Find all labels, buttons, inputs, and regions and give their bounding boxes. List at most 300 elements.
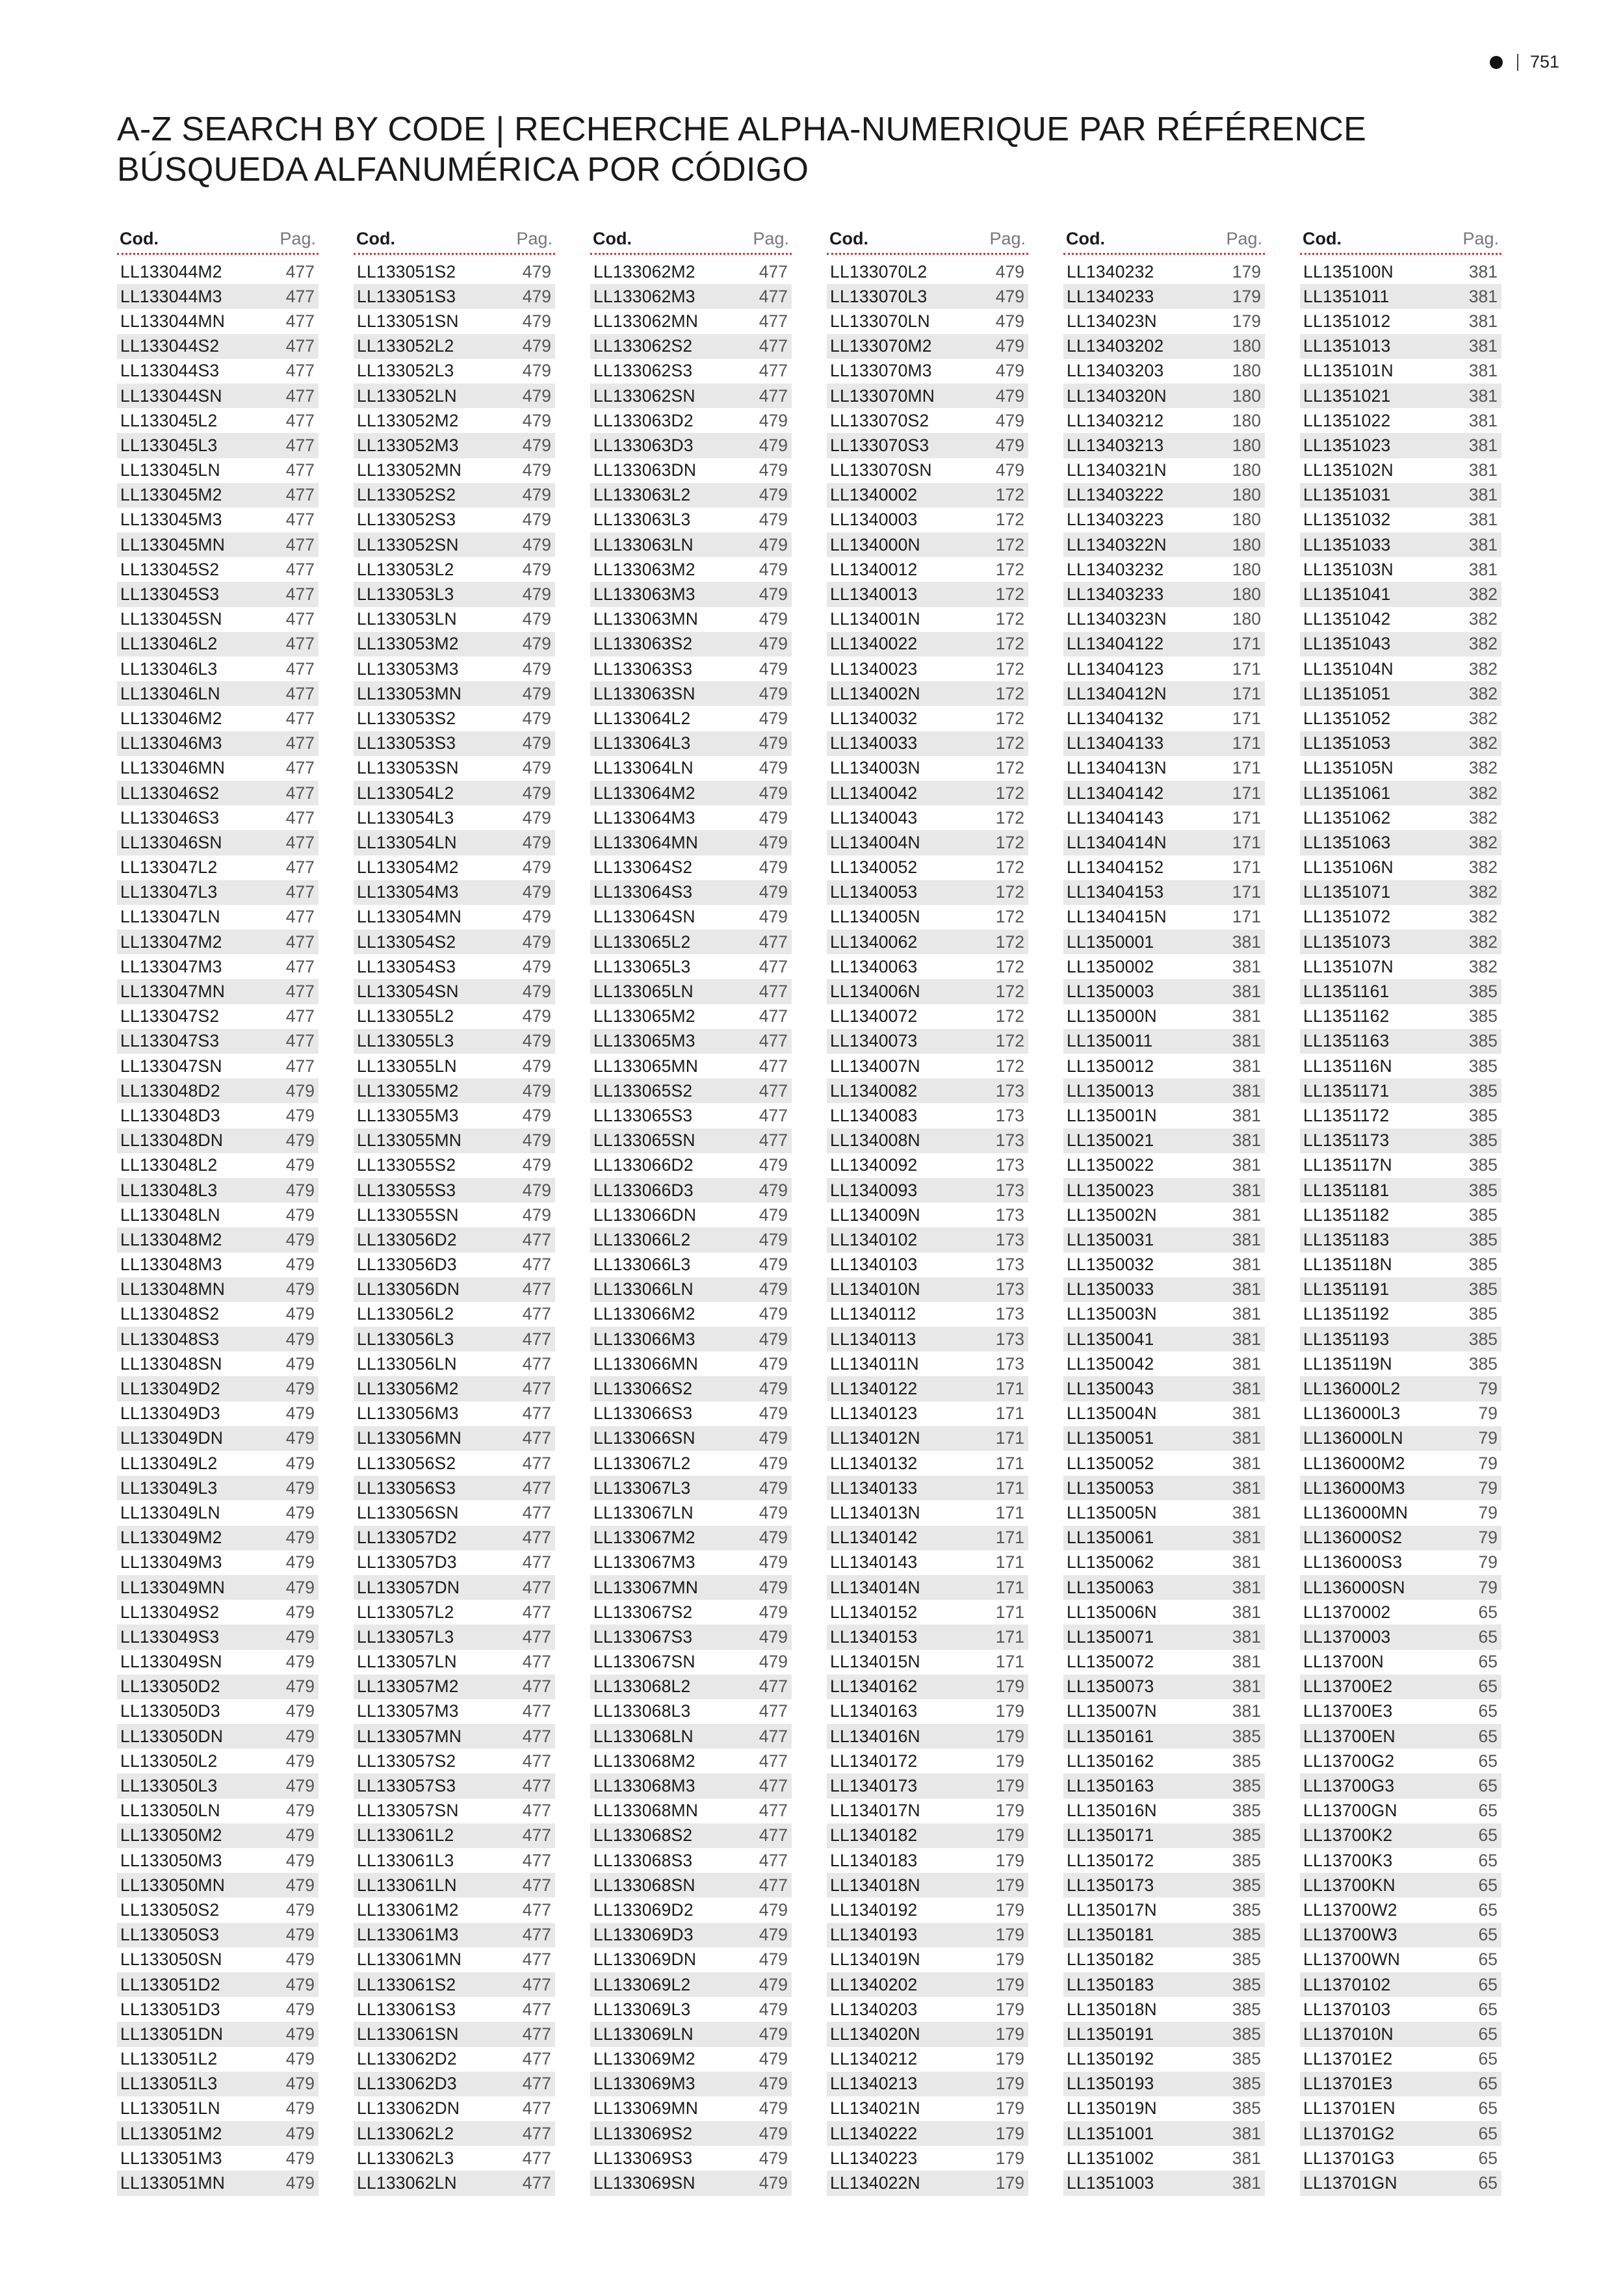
- product-code: LL133044M2: [120, 261, 222, 281]
- page-ref: 479: [759, 510, 788, 530]
- page-ref: 382: [1468, 807, 1498, 828]
- table-row: [827, 1773, 1028, 1798]
- table-row: [827, 359, 1028, 384]
- table-row: [1063, 1848, 1265, 1873]
- title-line-2: BÚSQUEDA ALFANUMÉRICA POR CÓDIGO: [117, 151, 809, 189]
- product-code: LL133057L3: [357, 1626, 454, 1647]
- header-pag: Pag.: [753, 229, 789, 248]
- product-code: LL135004N: [1067, 1403, 1157, 1424]
- table-row: [590, 557, 792, 582]
- page-ref: 477: [759, 1105, 788, 1125]
- table-row: [117, 1873, 318, 1898]
- product-code: LL133051S2: [357, 261, 456, 281]
- page-ref: 65: [1478, 1950, 1498, 1970]
- table-row: [827, 309, 1028, 333]
- product-code: LL1350003: [1067, 982, 1154, 1002]
- page-ref: 385: [1232, 1850, 1261, 1870]
- table-row: [1300, 1078, 1501, 1103]
- page-ref: 79: [1478, 1528, 1498, 1548]
- product-code: LL1351013: [1303, 336, 1391, 356]
- page-ref: 479: [522, 534, 551, 554]
- product-code: LL1340414N: [1067, 832, 1167, 852]
- page-ref: 479: [522, 758, 551, 778]
- page-ref: 479: [285, 1205, 315, 1225]
- product-code: LL133046L3: [120, 659, 218, 679]
- page-ref: 173: [995, 1155, 1024, 1175]
- product-code: LL13700KN: [1303, 1875, 1396, 1895]
- page-ref: 65: [1478, 2148, 1498, 2168]
- table-row: [1063, 756, 1265, 781]
- page-ref: 479: [285, 1329, 315, 1349]
- table-row: [590, 781, 792, 805]
- product-code: LL134012N: [830, 1428, 920, 1448]
- page-ref: 381: [1468, 261, 1498, 281]
- page-ref: 477: [285, 410, 315, 430]
- table-row: [590, 1153, 792, 1178]
- table-row: [354, 1227, 555, 1252]
- page-ref: 477: [522, 1229, 551, 1249]
- product-code: LL1340153: [830, 1626, 918, 1647]
- product-code: LL133063S2: [593, 634, 693, 654]
- page-ref: 180: [1232, 559, 1261, 579]
- product-code: LL1350071: [1067, 1626, 1154, 1647]
- table-row: [590, 384, 792, 408]
- product-code: LL1351163: [1303, 1031, 1390, 1051]
- product-code: LL133052S3: [357, 510, 456, 530]
- table-row: [117, 284, 318, 309]
- page-ref: 479: [522, 410, 551, 430]
- page-ref: 65: [1478, 2173, 1498, 2193]
- table-row: [1300, 1948, 1501, 1972]
- page-ref: 477: [522, 1304, 551, 1324]
- product-code: LL1340192: [830, 1899, 918, 1920]
- page-ref: 477: [522, 1652, 551, 1672]
- product-code: LL1340033: [830, 733, 918, 753]
- index-column: [354, 226, 555, 2196]
- page-ref: 173: [995, 1229, 1024, 1249]
- table-row: [1300, 532, 1501, 557]
- product-code: LL13404143: [1067, 807, 1164, 828]
- column-header: [117, 226, 318, 255]
- product-code: LL133044S2: [120, 336, 220, 356]
- table-row: [590, 1178, 792, 1203]
- product-code: LL134018N: [830, 1875, 920, 1895]
- table-row: [117, 483, 318, 508]
- page-ref: 381: [1232, 1006, 1261, 1026]
- page-ref: 479: [759, 882, 788, 902]
- product-code: LL133065M3: [593, 1031, 695, 1051]
- page-ref: 381: [1232, 1279, 1261, 1299]
- page-ref: 381: [1468, 435, 1498, 455]
- page-ref: 381: [1468, 286, 1498, 306]
- table-row: [117, 1054, 318, 1078]
- page-ref: 477: [522, 1403, 551, 1424]
- page-ref: 479: [995, 311, 1024, 331]
- page-ref: 179: [995, 2173, 1024, 2193]
- product-code: LL1350053: [1067, 1478, 1154, 1498]
- table-row: [1063, 1500, 1265, 1525]
- product-code: LL13403202: [1067, 336, 1164, 356]
- table-row: [827, 408, 1028, 433]
- page-ref: 477: [522, 1379, 551, 1399]
- page-ref: 479: [759, 1329, 788, 1349]
- page-ref: 79: [1478, 1428, 1498, 1448]
- page-ref: 479: [522, 361, 551, 381]
- page-ref: 477: [285, 361, 315, 381]
- product-code: LL13700WN: [1303, 1950, 1401, 1970]
- table-row: [827, 855, 1028, 880]
- table-row: [827, 1724, 1028, 1749]
- product-code: LL133069D2: [593, 1899, 694, 1920]
- table-row: [1063, 1029, 1265, 1054]
- product-code: LL1340133: [830, 1478, 918, 1498]
- table-row: [1300, 2096, 1501, 2121]
- table-row: [1063, 1749, 1265, 1773]
- product-code: LL133057S2: [357, 1751, 456, 1771]
- table-row: [590, 681, 792, 706]
- table-row: [1300, 1575, 1501, 1600]
- table-row: [354, 1526, 555, 1550]
- table-row: [1300, 1526, 1501, 1550]
- table-row: [1300, 1848, 1501, 1873]
- page-ref: 479: [285, 1801, 315, 1821]
- table-row: [590, 1302, 792, 1327]
- product-code: LL13700K3: [1303, 1850, 1393, 1870]
- table-row: [117, 657, 318, 681]
- page-ref: 179: [995, 2074, 1024, 2094]
- product-code: LL13701GN: [1303, 2173, 1397, 2193]
- page-ref: 479: [522, 1130, 551, 1151]
- product-code: LL134020N: [830, 2024, 920, 2044]
- product-code: LL133065LN: [593, 982, 694, 1002]
- page-ref: 477: [759, 1825, 788, 1846]
- table-row: [590, 309, 792, 333]
- table-row: [117, 309, 318, 333]
- table-row: [590, 855, 792, 880]
- product-code: LL13403203: [1067, 361, 1164, 381]
- page-ref: 479: [285, 2024, 315, 2044]
- table-row: [827, 1376, 1028, 1401]
- page-ref: 477: [522, 1353, 551, 1374]
- product-code: LL13700K2: [1303, 1825, 1393, 1846]
- product-code: LL1340053: [830, 882, 918, 902]
- product-code: LL1340173: [830, 1776, 918, 1796]
- product-code: LL134000N: [830, 534, 920, 554]
- page-ref: 479: [759, 2049, 788, 2069]
- page-ref: 479: [522, 435, 551, 455]
- product-code: LL133047MN: [120, 982, 226, 1002]
- page-ref: 479: [522, 261, 551, 281]
- table-row: [1300, 930, 1501, 954]
- page-ref: 171: [995, 1428, 1024, 1448]
- product-code: LL136000M2: [1303, 1453, 1405, 1473]
- page-ref: 477: [522, 1502, 551, 1522]
- product-code: LL133069D3: [593, 1925, 694, 1945]
- table-row: [827, 1675, 1028, 1699]
- product-code: LL133047LN: [120, 907, 220, 927]
- product-code: LL136000L3: [1303, 1403, 1401, 1424]
- page-ref: 381: [1468, 361, 1498, 381]
- product-code: LL13404123: [1067, 659, 1164, 679]
- product-code: LL1350022: [1067, 1155, 1154, 1175]
- page-ref: 477: [522, 1329, 551, 1349]
- table-row: [827, 930, 1028, 954]
- page-ref: 180: [1232, 534, 1261, 554]
- table-row: [1063, 632, 1265, 657]
- table-row: [117, 1997, 318, 2022]
- table-row: [117, 1848, 318, 1873]
- product-code: LL135018N: [1067, 1999, 1157, 2019]
- page-ref: 171: [1232, 882, 1261, 902]
- table-row: [117, 805, 318, 830]
- product-code: LL1351053: [1303, 733, 1391, 753]
- page-ref: 479: [522, 857, 551, 878]
- table-row: [1063, 1351, 1265, 1376]
- product-code: LL133064M3: [593, 807, 695, 828]
- product-code: LL133061SN: [357, 2024, 459, 2044]
- table-row: [354, 1699, 555, 1724]
- product-code: LL133066L3: [593, 1255, 691, 1275]
- table-row: [590, 607, 792, 632]
- page-ref: 479: [995, 336, 1024, 356]
- table-row: [354, 1848, 555, 1873]
- table-row: [590, 657, 792, 681]
- page-ref: 79: [1478, 1577, 1498, 1597]
- page-ref: 477: [522, 1925, 551, 1945]
- page-ref: 382: [1468, 882, 1498, 902]
- page-ref: 65: [1478, 1801, 1498, 1821]
- page-ref: 479: [759, 1279, 788, 1299]
- product-code: LL133062S2: [593, 336, 693, 356]
- page-ref: 479: [522, 1006, 551, 1026]
- page-ref: 479: [759, 634, 788, 654]
- page-ref: 477: [759, 361, 788, 381]
- product-code: LL13403233: [1067, 584, 1164, 605]
- page-ref: 382: [1468, 758, 1498, 778]
- page-ref: 381: [1232, 982, 1261, 1002]
- table-row: [827, 681, 1028, 706]
- page-ref: 477: [759, 385, 788, 406]
- product-code: LL133048M3: [120, 1255, 222, 1275]
- table-row: [1063, 1302, 1265, 1327]
- page-ref: 381: [1232, 1403, 1261, 1424]
- page-ref: 180: [1232, 609, 1261, 629]
- product-code: LL133051DN: [120, 2024, 224, 2044]
- product-code: LL133050L3: [120, 1776, 218, 1796]
- table-row: [1300, 1327, 1501, 1351]
- table-row: [590, 930, 792, 954]
- page-ref: 180: [1232, 460, 1261, 480]
- table-row: [117, 830, 318, 855]
- page-ref: 479: [285, 1552, 315, 1572]
- table-row: [827, 2047, 1028, 2072]
- page-ref: 479: [285, 1453, 315, 1473]
- page-ref: 173: [995, 1105, 1024, 1125]
- page-ref: 381: [1468, 485, 1498, 505]
- product-code: LL133057MN: [357, 1726, 462, 1746]
- page-ref: 65: [1478, 1602, 1498, 1622]
- table-row: [1300, 1277, 1501, 1302]
- header-cod: Cod.: [593, 229, 632, 248]
- table-row: [1300, 1749, 1501, 1773]
- table-row: [1300, 1426, 1501, 1451]
- page-ref: 479: [759, 733, 788, 753]
- table-row: [117, 433, 318, 458]
- page-ref: 479: [759, 1577, 788, 1597]
- table-row: [117, 1004, 318, 1029]
- page-ref: 477: [759, 1751, 788, 1771]
- table-row: [1063, 2096, 1265, 2121]
- table-row: [354, 681, 555, 706]
- table-row: [1300, 1178, 1501, 1203]
- table-row: [117, 632, 318, 657]
- page-ref: 172: [995, 907, 1024, 927]
- table-row: [1063, 1898, 1265, 1922]
- page-number: 751: [1529, 52, 1559, 72]
- product-code: LL134006N: [830, 982, 920, 1002]
- table-row: [117, 1153, 318, 1178]
- table-row: [354, 930, 555, 954]
- table-row: [827, 657, 1028, 681]
- product-code: LL1340122: [830, 1379, 918, 1399]
- table-row: [1063, 508, 1265, 532]
- table-row: [1063, 1575, 1265, 1600]
- table-row: [117, 1749, 318, 1773]
- page-ref: 477: [285, 435, 315, 455]
- product-code: LL134011N: [830, 1353, 919, 1374]
- table-row: [354, 2171, 555, 2195]
- page-ref: 477: [759, 1801, 788, 1821]
- product-code: LL133068SN: [593, 1875, 695, 1895]
- table-row: [827, 2146, 1028, 2171]
- page-title: [117, 109, 1366, 190]
- table-row: [1300, 1153, 1501, 1178]
- table-row: [1063, 1997, 1265, 2022]
- table-row: [827, 1923, 1028, 1948]
- product-code: LL1351191: [1303, 1279, 1390, 1299]
- product-code: LL133070MN: [830, 385, 935, 406]
- page-ref: 477: [522, 1528, 551, 1548]
- table-row: [590, 706, 792, 731]
- table-row: [1063, 1277, 1265, 1302]
- table-row: [117, 1426, 318, 1451]
- page-ref: 477: [285, 584, 315, 605]
- page-ref: 479: [759, 2148, 788, 2168]
- page-ref: 180: [1232, 485, 1261, 505]
- page-ref: 385: [1468, 1130, 1498, 1151]
- table-row: [1063, 408, 1265, 433]
- page-ref: 180: [1232, 336, 1261, 356]
- page-ref: 381: [1232, 1502, 1261, 1522]
- product-code: LL133064L2: [593, 708, 691, 728]
- table-row: [1300, 1351, 1501, 1376]
- table-row: [590, 1004, 792, 1029]
- table-row: [117, 458, 318, 483]
- product-code: LL133065L3: [593, 956, 691, 976]
- product-code: LL133044MN: [120, 311, 226, 331]
- product-code: LL133051S3: [357, 286, 456, 306]
- page-ref: 477: [522, 2098, 551, 2119]
- table-row: [1300, 607, 1501, 632]
- product-code: LL1351041: [1303, 584, 1391, 605]
- product-code: LL1340152: [830, 1602, 918, 1622]
- product-code: LL1340223: [830, 2148, 918, 2168]
- table-row: [827, 1029, 1028, 1054]
- page-ref: 477: [285, 659, 315, 679]
- product-code: LL133064SN: [593, 907, 695, 927]
- page-ref: 171: [1232, 708, 1261, 728]
- table-row: [590, 632, 792, 657]
- page-ref: 479: [285, 2173, 315, 2193]
- table-row: [117, 1029, 318, 1054]
- table-row: [590, 1848, 792, 1873]
- page-ref: 65: [1478, 1925, 1498, 1945]
- table-row: [590, 1277, 792, 1302]
- page-ref: 65: [1478, 1626, 1498, 1647]
- product-code: LL133048MN: [120, 1279, 226, 1299]
- page-ref: 385: [1468, 1255, 1498, 1275]
- table-row: [1300, 557, 1501, 582]
- page-ref: 479: [759, 857, 788, 878]
- table-row: [827, 781, 1028, 805]
- table-row: [354, 2072, 555, 2096]
- product-code: LL133056L3: [357, 1329, 454, 1349]
- product-code: LL13700GN: [1303, 1801, 1397, 1821]
- page-ref: 179: [1232, 311, 1261, 331]
- product-code: LL133051M2: [120, 2123, 222, 2143]
- product-code: LL133070L3: [830, 286, 928, 306]
- product-code: LL1340321N: [1067, 460, 1167, 480]
- table-row: [827, 805, 1028, 830]
- page-ref: 385: [1232, 1974, 1261, 1994]
- page-ref: 385: [1232, 1801, 1261, 1821]
- product-code: LL13404142: [1067, 783, 1164, 803]
- product-code: LL1350182: [1067, 1950, 1154, 1970]
- product-code: LL1350072: [1067, 1652, 1154, 1672]
- table-row: [590, 359, 792, 384]
- product-code: LL133053LN: [357, 609, 457, 629]
- product-code: LL1350052: [1067, 1453, 1154, 1473]
- page-ref: 381: [1232, 1701, 1261, 1721]
- product-code: LL133053L3: [357, 584, 454, 605]
- table-row: [590, 1476, 792, 1500]
- table-row: [354, 1773, 555, 1798]
- table-row: [1300, 1675, 1501, 1699]
- product-code: LL133048D2: [120, 1080, 220, 1101]
- page-ref: 79: [1478, 1379, 1498, 1399]
- table-row: [117, 1948, 318, 1972]
- table-row: [117, 1351, 318, 1376]
- page-ref: 477: [522, 1801, 551, 1821]
- page-ref: 79: [1478, 1478, 1498, 1498]
- product-code: LL1350012: [1067, 1056, 1154, 1076]
- product-code: LL133061L2: [357, 1825, 454, 1846]
- page-ref: 381: [1232, 1528, 1261, 1548]
- product-code: LL1340112: [830, 1304, 916, 1324]
- page-ref: 479: [285, 1701, 315, 1721]
- product-code: LL13701EN: [1303, 2098, 1396, 2119]
- product-code: LL133063M2: [593, 559, 695, 579]
- page-ref: 477: [522, 2049, 551, 2069]
- table-row: [117, 1128, 318, 1153]
- table-row: [117, 1402, 318, 1426]
- table-row: [354, 1923, 555, 1948]
- page-ref: 477: [522, 1999, 551, 2019]
- page-ref: 381: [1232, 1478, 1261, 1498]
- table-row: [590, 1675, 792, 1699]
- page-ref: 65: [1478, 1751, 1498, 1771]
- table-row: [117, 1500, 318, 1525]
